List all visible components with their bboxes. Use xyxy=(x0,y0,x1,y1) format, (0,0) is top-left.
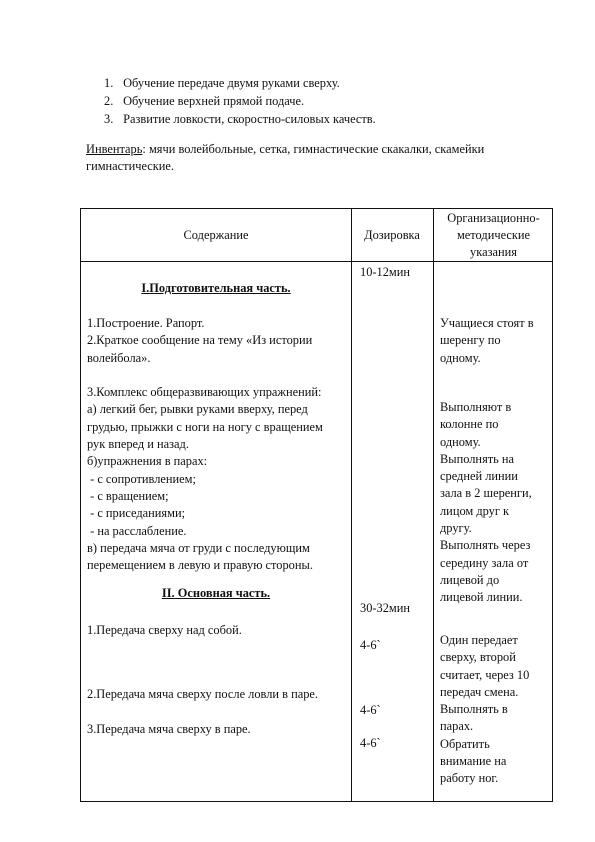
content-line: а) легкий бег, рывки руками вверху, перед xyxy=(87,402,308,417)
task-item xyxy=(104,110,376,128)
content-line: - на расслабление. xyxy=(87,523,187,538)
note-line: Обратить xyxy=(440,736,490,751)
note-line: лицевой до xyxy=(440,572,500,587)
dosage-main: 30-32мин xyxy=(360,601,411,615)
inventory-text: : мячи волейбольные, сетка, гимнастические скакалки, скамейки гимнастические. xyxy=(86,142,485,173)
task-number: 1. xyxy=(104,76,114,90)
column-divider xyxy=(351,209,352,801)
lesson-table xyxy=(80,208,553,802)
task-item xyxy=(104,74,376,92)
note-line: другу. xyxy=(440,521,472,536)
main-item-1-dosage: 4-6` xyxy=(360,638,381,652)
note-line: Выполнять через xyxy=(440,538,531,553)
task-text: Обучение передаче двумя руками сверху. xyxy=(123,76,340,90)
content-line: 1.Построение. Рапорт. xyxy=(87,316,205,330)
inventory-paragraph xyxy=(86,141,546,175)
content-line: грудью, прыжки с ноги на ногу с вращением xyxy=(87,419,323,434)
header-notes-line: указания xyxy=(470,245,517,259)
header-notes xyxy=(433,210,554,261)
task-text: Обучение верхней прямой подаче. xyxy=(123,94,305,108)
content-line: - с вращением; xyxy=(87,488,169,503)
content-line: 2.Краткое сообщение на тему «Из истории xyxy=(87,333,313,348)
content-line: 3.Комплекс общеразвивающих упражнений: xyxy=(87,385,322,400)
notes-formation xyxy=(440,315,534,367)
header-content: Содержание xyxy=(183,228,249,242)
note-line: внимание на xyxy=(440,754,507,769)
main-item-2-dosage: 4-6` xyxy=(360,703,381,717)
dosage-preparatory: 10-12мин xyxy=(360,265,411,279)
note-line: зала в 2 шеренги, xyxy=(440,486,532,501)
header-notes-line: Организационно- xyxy=(447,211,540,225)
main-item-1: 1.Передача сверху над собой. xyxy=(87,623,242,637)
note-line: шеренгу по xyxy=(440,333,501,348)
task-text: Развитие ловкости, скоростно-силовых качеств. xyxy=(123,112,376,126)
preparatory-content xyxy=(87,315,349,574)
content-line: перемещением в левую и правую стороны. xyxy=(87,558,313,573)
note-line: лицевой линии. xyxy=(440,590,523,605)
note-line: Выполняют в xyxy=(440,400,512,414)
note-line: средней линии xyxy=(440,469,518,484)
header-divider xyxy=(81,261,552,262)
task-list xyxy=(104,74,376,128)
content-line xyxy=(87,367,349,384)
note-line: парах. xyxy=(440,719,474,734)
note-line: сверху, второй xyxy=(440,650,516,665)
content-line: в) передача мяча от груди с последующим xyxy=(87,540,310,555)
main-item-3-dosage: 4-6` xyxy=(360,736,381,750)
task-number: 2. xyxy=(104,94,114,108)
column-divider xyxy=(433,209,434,801)
content-line: - с сопротивлением; xyxy=(87,471,196,486)
note-line: Выполнять на xyxy=(440,451,515,466)
section-title-main: II. Основная часть. xyxy=(161,586,271,600)
note-line: работу ног. xyxy=(440,771,499,786)
content-line: рук вперед и назад. xyxy=(87,437,189,452)
task-item xyxy=(104,92,376,110)
note-line: одному. xyxy=(440,350,481,365)
note-line: считает, через 10 xyxy=(440,667,530,682)
note-line: одному. xyxy=(440,434,481,449)
note-line: Выполнять в xyxy=(440,702,508,717)
note-line: колонне по xyxy=(440,417,499,432)
note-line: Учащиеся стоят в xyxy=(440,316,534,330)
note-line: передач смена. xyxy=(440,684,519,699)
header-notes-line: методические xyxy=(456,228,531,242)
main-item-3: 3.Передача мяча сверху в паре. xyxy=(87,722,251,736)
note-line: лицом друг к xyxy=(440,503,510,518)
content-line: - с приседаниями; xyxy=(87,506,186,521)
content-line: б)упражнения в парах: xyxy=(87,454,208,469)
note-line: Один передает xyxy=(440,633,518,647)
main-item-2: 2.Передача мяча сверху после ловли в паре. xyxy=(87,687,319,701)
section-title-preparatory: I.Подготовительная часть. xyxy=(141,281,291,295)
notes-exercises xyxy=(440,399,532,607)
note-line: середину зала от xyxy=(440,555,529,570)
task-number: 3. xyxy=(104,112,114,126)
inventory-label: Инвентарь xyxy=(86,142,143,156)
notes-main xyxy=(440,632,529,788)
content-line: волейбола». xyxy=(87,350,151,365)
header-dosage: Дозировка xyxy=(364,228,420,242)
